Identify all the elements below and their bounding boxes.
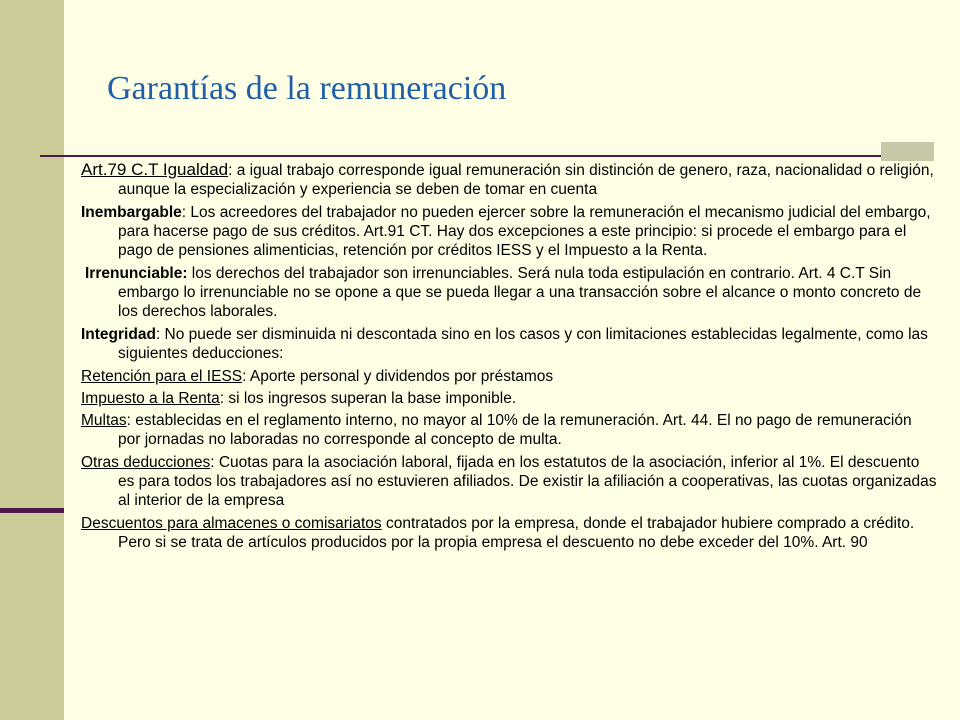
title-divider [40, 155, 881, 157]
divider-end-block [881, 142, 934, 161]
term-irrenunciable: Irrenunciable: [85, 265, 188, 282]
paragraph-integridad [81, 325, 937, 363]
paragraph-otras-deducciones [81, 453, 937, 510]
sidebar-accent-bar [0, 508, 64, 513]
text-descuentos-almacenes: contratados por la empresa, donde el trabajador hubiere comprado a crédito. Pero si se trata de artículos producidos por la propia empresa el descuento no debe exceder del 10%. Art. 90 [118, 515, 915, 551]
text-inembargable: : Los acreedores del trabajador no pueden ejercer sobre la remuneración el mecanismo judicial del embargo, para hacerse pago de sus créditos. Art.91 CT. Hay dos excepciones a este principio: si procede el embargo para el pago de pensiones alimenticias, retención por créditos IESS y el Impuesto a la Renta. [118, 204, 931, 259]
term-impuesto-renta: Impuesto a la Renta [81, 390, 220, 407]
text-integridad: : No puede ser disminuida ni descontada sino en los casos y con limitaciones establecidas legalmente, como las siguientes deducciones: [118, 326, 928, 362]
slide-body [81, 160, 937, 556]
term-igualdad: Art.79 C.T Igualdad [81, 160, 229, 179]
slide-title: Garantías de la remuneración [107, 70, 507, 107]
paragraph-irrenunciable [81, 264, 937, 321]
paragraph-igualdad [81, 160, 937, 199]
term-otras-deducciones: Otras deducciones [81, 454, 211, 471]
term-integridad: Integridad [81, 326, 156, 343]
term-inembargable: Inembargable [81, 204, 182, 221]
paragraph-inembargable [81, 203, 937, 260]
term-descuentos-almacenes: Descuentos para almacenes o comisariatos [81, 515, 382, 532]
text-retencion-iess: : Aporte personal y dividendos por préstamos [242, 368, 554, 385]
term-multas: Multas [81, 412, 127, 429]
text-multas: : establecidas en el reglamento interno, no mayor al 10% de la remuneración. Art. 44. El no pago de remuneración por jornadas no laboradas no corresponde al concepto de multa. [118, 412, 912, 448]
text-impuesto-renta: : si los ingresos superan la base imponible. [219, 390, 517, 407]
text-irrenunciable: los derechos del trabajador son irrenunciables. Será nula toda estipulación en contrario. Art. 4 C.T Sin embargo lo irrenunciable no se opone a que se pueda llegar a una transacción sobre el alcance o monto concreto de los derechos laborales. [118, 265, 922, 320]
term-retencion-iess: Retención para el IESS [81, 368, 243, 385]
paragraph-retencion-iess [81, 367, 937, 386]
left-sidebar-band [0, 0, 64, 720]
paragraph-descuentos-almacenes [81, 514, 937, 552]
text-igualdad: : a igual trabajo corresponde igual remuneración sin distinción de genero, raza, nacionalidad o religión, aunque la especialización y experiencia se deben de tomar en cuenta [118, 162, 934, 198]
text-otras-deducciones: : Cuotas para la asociación laboral, fijada en los estatutos de la asociación, inferior al 1%. El descuento es para todos los trabajadores así no estuvieren afiliados. De existir la afiliación a cooperativas, las cuotas organizadas al interior de la empresa [118, 454, 937, 509]
paragraph-multas [81, 411, 937, 449]
paragraph-impuesto-renta [81, 389, 937, 408]
